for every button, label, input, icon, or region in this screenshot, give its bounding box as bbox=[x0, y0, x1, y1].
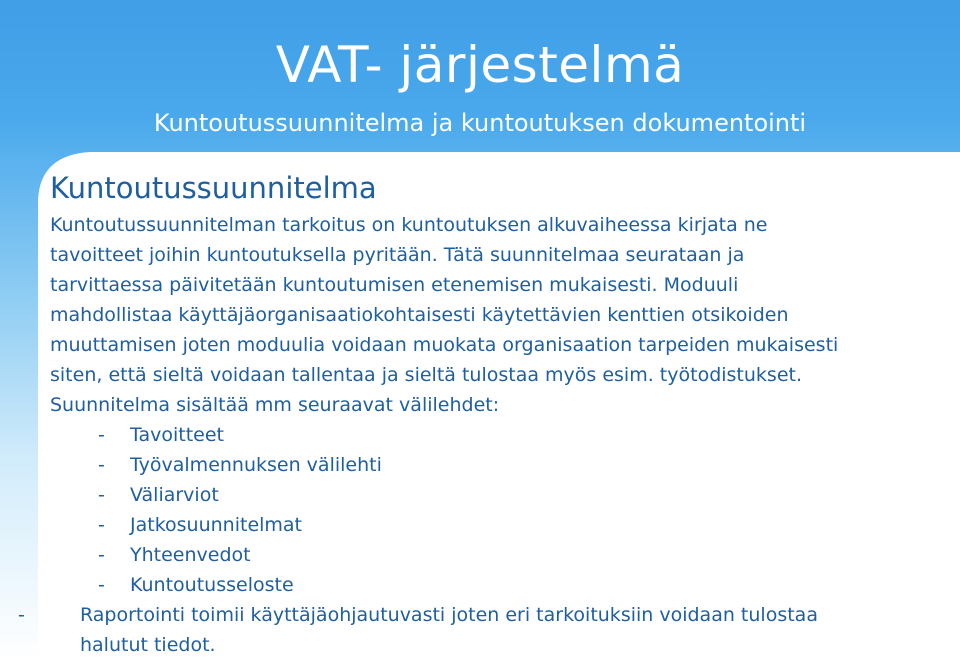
list-item-tab bbox=[50, 570, 940, 600]
list-item-tab bbox=[50, 450, 940, 480]
section-heading: Kuntoutussuunnitelma bbox=[50, 171, 377, 205]
bullet-dash: - bbox=[98, 484, 105, 506]
content-area bbox=[50, 166, 940, 600]
bullet-dash: - bbox=[98, 454, 105, 476]
final-point bbox=[18, 600, 938, 660]
list-item-tab bbox=[50, 510, 940, 540]
paragraph-line: muuttamisen joten moduulia voidaan muokata organisaation tarpeiden mukaisesti bbox=[50, 334, 839, 356]
paragraph-line: mahdollistaa käyttäjäorganisaatiokohtaisesti käytettävien kenttien otsikoiden bbox=[50, 304, 789, 326]
list-item-tab bbox=[50, 540, 940, 570]
paragraph-line: tarvittaessa päivitetään kuntoutumisen etenemisen mukaisesti. Moduuli bbox=[50, 274, 739, 296]
list-item-label: Tavoitteet bbox=[130, 424, 224, 446]
list-item-label: Yhteenvedot bbox=[130, 544, 251, 566]
list-item-label: Väliarviot bbox=[130, 484, 219, 506]
bullet-dash: - bbox=[98, 514, 105, 536]
bullet-dash: - bbox=[98, 544, 105, 566]
paragraph-line: tavoitteet joihin kuntoutuksella pyritään. Tätä suunnitelmaa seurataan ja bbox=[50, 244, 745, 266]
bullet-dash: - bbox=[98, 424, 105, 446]
list-item-tab bbox=[50, 420, 940, 450]
list-item-tab bbox=[50, 480, 940, 510]
list-item-label: Jatkosuunnitelmat bbox=[130, 514, 303, 536]
slide-subtitle: Kuntoutussuunnitelma ja kuntoutuksen dokumentointi bbox=[153, 109, 807, 137]
final-point-text: Raportointi toimii käyttäjäohjautuvasti joten eri tarkoituksiin voidaan tulostaa bbox=[80, 604, 818, 626]
list-item-label: Kuntoutusseloste bbox=[130, 574, 294, 596]
list-item-label: Työvalmennuksen välilehti bbox=[130, 454, 382, 476]
bullet-dash: - bbox=[18, 604, 25, 626]
paragraph-line: siten, että sieltä voidaan tallentaa ja sieltä tulostaa myös esim. työtodistukset. bbox=[50, 364, 803, 386]
paragraph-line: Kuntoutussuunnitelman tarkoitus on kuntoutuksen alkuvaiheessa kirjata ne bbox=[50, 214, 768, 236]
final-point-line bbox=[18, 630, 938, 660]
final-point-line bbox=[18, 600, 938, 630]
slide-title: VAT- järjestelmä bbox=[275, 36, 685, 94]
bullet-dash: - bbox=[98, 574, 105, 596]
paragraph-line: Suunnitelma sisältää mm seuraavat välilehdet: bbox=[50, 394, 500, 416]
final-point-text: halutut tiedot. bbox=[80, 634, 216, 656]
